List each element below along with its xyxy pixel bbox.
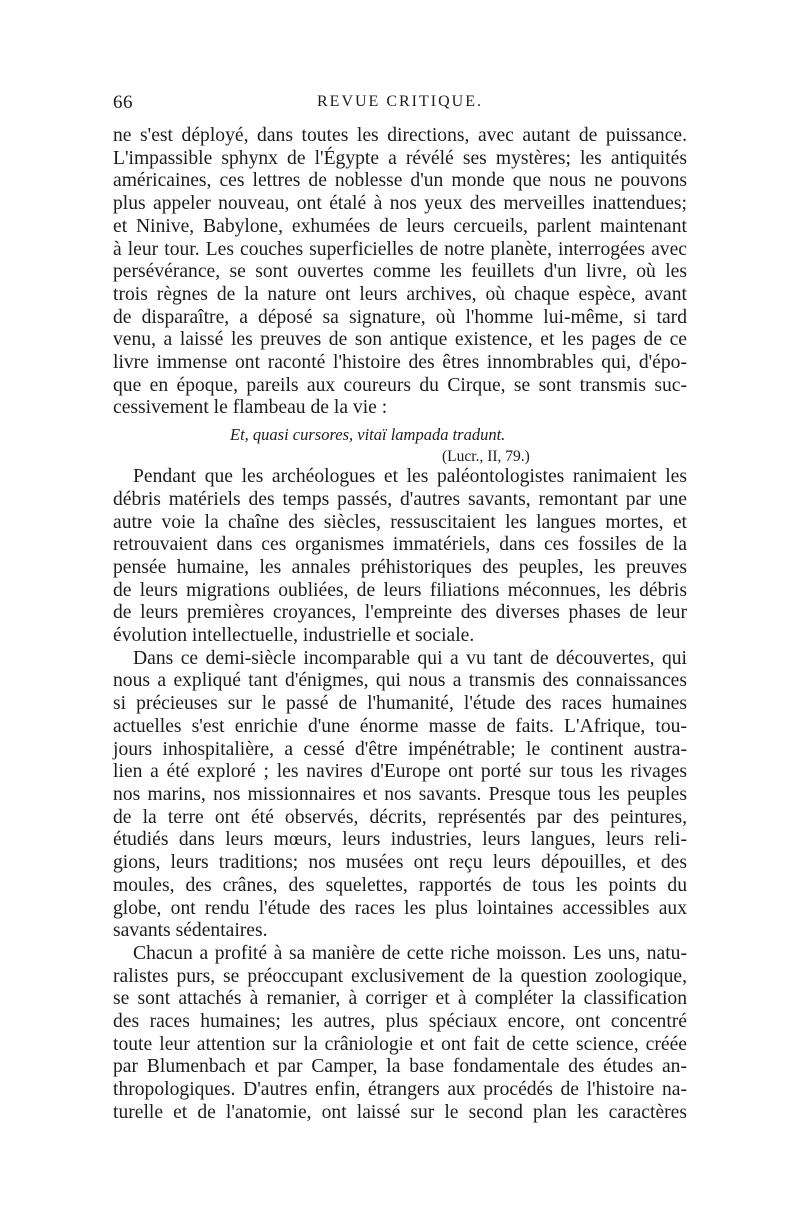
text-line: ne s'est déployé, dans toutes les directions, avec autant de puissance. xyxy=(113,125,687,146)
text-line: plus appeler nouveau, ont étalé à nos yeux des merveilles inattendues; xyxy=(113,193,687,215)
text-line: évolution intellectuelle, industrielle et sociale. xyxy=(113,625,475,647)
text-line: de leurs premières croyances, l'empreinte des diverses phases de leur xyxy=(113,602,687,624)
text-line: Dans ce demi-siècle incomparable qui a vu tant de découvertes, qui xyxy=(133,647,687,669)
text-line: cessivement le flambeau de la vie : xyxy=(113,397,388,419)
text-line: autre voie la chaîne des siècles, ressuscitaient les langues mortes, et xyxy=(113,511,687,533)
text-line: pensée humaine, les annales préhistoriques des peuples, les preuves xyxy=(113,556,687,578)
text-line: nos marins, nos missionnaires et nos savants. Presque tous les peuples xyxy=(113,783,687,805)
body-text xyxy=(113,125,687,1125)
text-line: venu, a laissé les preuves de son antique existence, et les pages de ce xyxy=(113,329,687,351)
text-line: livre immense ont raconté l'histoire des êtres innombrables qui, d'épo- xyxy=(113,352,687,374)
text-line: savants sédentaires. xyxy=(113,920,268,942)
text-line: Pendant que les archéologues et les paléontologistes ranimaient les xyxy=(133,466,687,488)
text-line: jours inhospitalière, a cessé d'être impénétrable; le continent austra- xyxy=(113,738,687,760)
quote-citation: (Lucr., II, 79.) xyxy=(442,448,530,466)
text-line: nous a expliqué tant d'énigmes, qui nous a transmis des connaissances xyxy=(113,670,687,692)
text-line: de la terre ont été observés, décrits, représentés par des peintures, xyxy=(113,806,687,828)
text-line: par Blumenbach et par Camper, la base fondamentale des études an- xyxy=(113,1056,687,1078)
text-line: gions, leurs traditions; nos musées ont reçu leurs dépouilles, et des xyxy=(113,852,687,874)
block-quote xyxy=(113,420,687,466)
text-line: étudiés dans leurs mœurs, leurs industries, leurs langues, leurs reli- xyxy=(113,829,687,851)
running-header xyxy=(113,92,687,116)
text-line: américaines, ces lettres de noblesse d'un monde que nous ne pouvons xyxy=(113,170,687,192)
page-number: 66 xyxy=(113,92,133,113)
text-line: retrouvaient dans ces organismes immatériels, dans ces fossiles de la xyxy=(113,534,687,556)
text-line: des races humaines; les autres, plus spéciaux encore, ont concentré xyxy=(113,1011,687,1033)
text-line: L'impassible sphynx de l'Égypte a révélé ses mystères; les antiquités xyxy=(113,147,687,169)
text-line: ralistes purs, se préoccupant exclusivement de la question zoologique, xyxy=(113,965,687,987)
text-line: lien a été exploré ; les navires d'Europe ont porté sur tous les rivages xyxy=(113,761,687,783)
text-line: persévérance, se sont ouvertes comme les feuillets d'un livre, où les xyxy=(113,261,687,283)
text-line: de leurs migrations oubliées, de leurs filiations méconnues, les débris xyxy=(113,579,687,601)
text-line: moules, des crânes, des squelettes, rapportés de tous les points du xyxy=(113,874,687,896)
text-line: actuelles s'est enrichie d'une énorme masse de faits. L'Afrique, tou- xyxy=(113,715,687,737)
text-line: toute leur attention sur la crâniologie et ont fait de cette science, créée xyxy=(113,1033,687,1055)
text-line: se sont attachés à remanier, à corriger et à compléter la classification xyxy=(113,988,687,1010)
journal-title: REVUE CRITIQUE. xyxy=(317,93,483,110)
text-line: si précieuses sur le passé de l'humanité, l'étude des races humaines xyxy=(113,693,687,715)
text-line: à leur tour. Les couches superficielles de notre planète, interrogées avec xyxy=(113,238,687,260)
text-line: de disparaître, a déposé sa signature, où l'homme lui-même, si tard xyxy=(113,306,687,328)
text-line: débris matériels des temps passés, d'autres savants, remontant par une xyxy=(113,488,687,510)
text-line: trois règnes de la nature ont leurs archives, où chaque espèce, avant xyxy=(113,283,687,305)
text-line: turelle et de l'anatomie, ont laissé sur le second plan les caractères xyxy=(113,1101,687,1123)
text-line: Chacun a profité à sa manière de cette riche moisson. Les uns, natu- xyxy=(133,942,687,964)
text-line: et Ninive, Babylone, exhumées de leurs cercueils, parlent maintenant xyxy=(113,215,687,237)
text-line: que en époque, pareils aux coureurs du Cirque, se sont transmis suc- xyxy=(113,374,687,396)
quote-verse: Et, quasi cursores, vitaï lampada tradunt. xyxy=(230,425,506,445)
text-line: thropologiques. D'autres enfin, étrangers aux procédés de l'histoire na- xyxy=(113,1079,687,1101)
text-line: globe, ont rendu l'étude des races les plus lointaines accessibles aux xyxy=(113,897,687,919)
